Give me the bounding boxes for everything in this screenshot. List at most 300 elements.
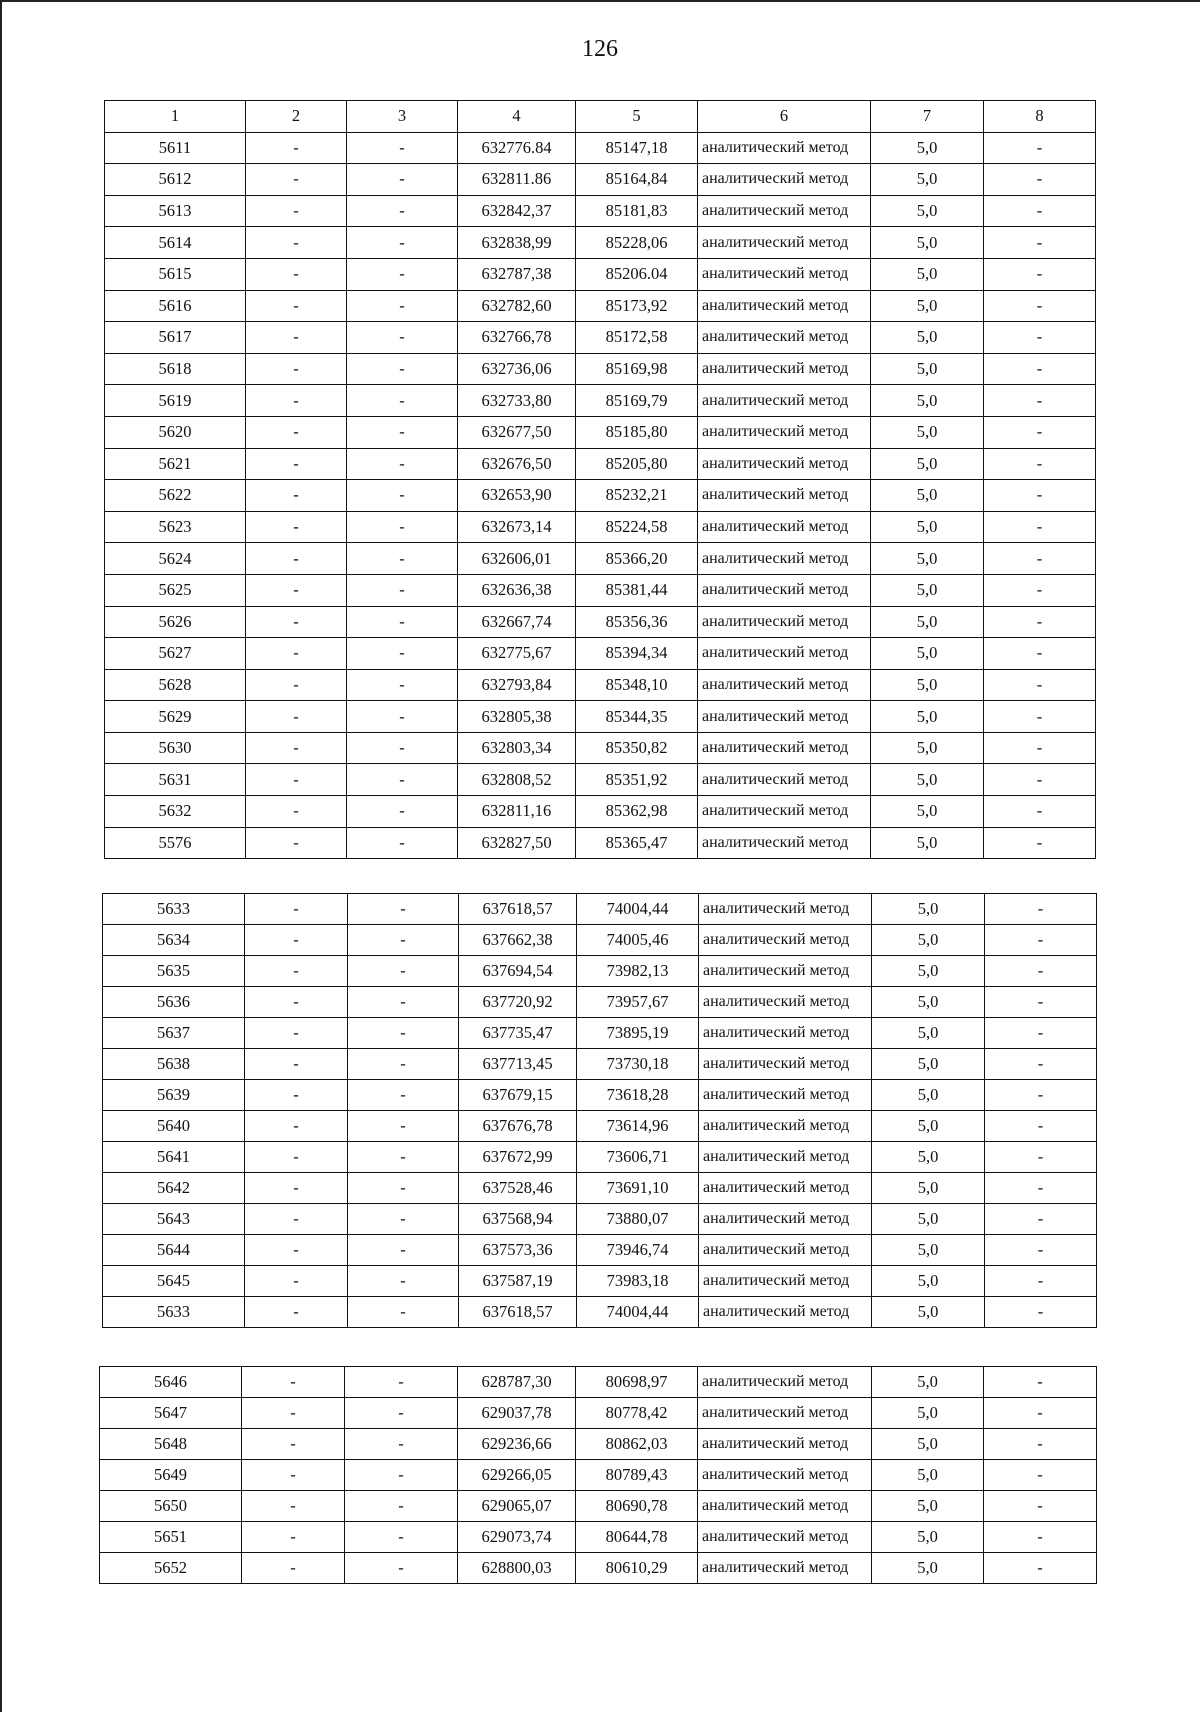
table-cell: -	[242, 1367, 345, 1398]
table-cell: аналитический метод	[698, 195, 871, 227]
table-cell: -	[347, 732, 458, 764]
table-cell: 632667,74	[458, 606, 576, 638]
table-cell: 85228,06	[576, 227, 698, 259]
table-cell: -	[985, 1266, 1097, 1297]
table-cell: 5619	[105, 385, 246, 417]
column-header: 7	[871, 101, 984, 133]
table-cell: 5,0	[872, 1398, 984, 1429]
table-cell: 5618	[105, 353, 246, 385]
table-row	[105, 669, 1096, 701]
table-cell: 632793,84	[458, 669, 576, 701]
table-cell: 5,0	[871, 574, 984, 606]
table-cell: 5625	[105, 574, 246, 606]
table-cell: 5,0	[871, 511, 984, 543]
table-cell: -	[984, 827, 1096, 859]
table-cell: -	[347, 638, 458, 670]
table-cell: -	[245, 987, 348, 1018]
table-cell: -	[246, 416, 347, 448]
table-cell: 73895,19	[577, 1018, 699, 1049]
table-cell: -	[245, 1049, 348, 1080]
table-cell: аналитический метод	[699, 1142, 872, 1173]
table-cell: 85344,35	[576, 701, 698, 733]
table-cell: аналитический метод	[698, 132, 871, 164]
table-cell: 73730,18	[577, 1049, 699, 1080]
table-cell: -	[246, 511, 347, 543]
table-cell: 73957,67	[577, 987, 699, 1018]
table-cell: -	[984, 732, 1096, 764]
table-cell: 5,0	[872, 1018, 985, 1049]
table-cell: 5,0	[872, 1111, 985, 1142]
table-cell: -	[245, 1142, 348, 1173]
table-cell: аналитический метод	[699, 1080, 872, 1111]
table-cell: 637679,15	[459, 1080, 577, 1111]
table-cell: 628800,03	[458, 1553, 576, 1584]
table-cell: аналитический метод	[698, 701, 871, 733]
table-cell: 85351,92	[576, 764, 698, 796]
table-cell: 629037,78	[458, 1398, 576, 1429]
table-cell: 637676,78	[459, 1111, 577, 1142]
table-cell: 73614,96	[577, 1111, 699, 1142]
table-cell: аналитический метод	[698, 258, 871, 290]
table-cell: 5630	[105, 732, 246, 764]
table-cell: -	[245, 1266, 348, 1297]
table-cell: -	[246, 574, 347, 606]
table-cell: аналитический метод	[698, 353, 871, 385]
table-cell: 5617	[105, 322, 246, 354]
table-cell: 5651	[100, 1522, 242, 1553]
table-cell: аналитический метод	[698, 1398, 872, 1429]
table-cell: 5,0	[872, 1460, 984, 1491]
table-cell: 74004,44	[577, 894, 699, 925]
table-cell: -	[348, 1111, 459, 1142]
table-cell: 629266,05	[458, 1460, 576, 1491]
table-cell: -	[985, 1049, 1097, 1080]
table-cell: -	[246, 448, 347, 480]
table-cell: -	[984, 416, 1096, 448]
table-cell: 632842,37	[458, 195, 576, 227]
table-cell: -	[985, 1018, 1097, 1049]
table-cell: -	[984, 480, 1096, 512]
table-cell: 5,0	[871, 638, 984, 670]
table-cell: -	[347, 764, 458, 796]
table-cell: 5,0	[871, 132, 984, 164]
table-cell: 73880,07	[577, 1204, 699, 1235]
table-row	[103, 894, 1097, 925]
table-cell: 80862,03	[576, 1429, 698, 1460]
coordinates-table-2	[102, 893, 1097, 1328]
table-cell: аналитический метод	[698, 322, 871, 354]
table-cell: -	[347, 448, 458, 480]
table-cell: 85173,92	[576, 290, 698, 322]
table-row	[105, 258, 1096, 290]
table-cell: 80644,78	[576, 1522, 698, 1553]
table-cell: -	[984, 1522, 1097, 1553]
table-cell: 5,0	[871, 227, 984, 259]
table-row	[105, 732, 1096, 764]
table-cell: -	[245, 1235, 348, 1266]
table-cell: аналитический метод	[698, 480, 871, 512]
table-cell: -	[246, 732, 347, 764]
table-cell: 5,0	[872, 1429, 984, 1460]
table-cell: -	[347, 669, 458, 701]
table-cell: аналитический метод	[699, 1204, 872, 1235]
table-cell: -	[245, 894, 348, 925]
table-cell: -	[347, 574, 458, 606]
table-cell: -	[984, 574, 1096, 606]
table-row	[105, 606, 1096, 638]
table-cell: -	[348, 894, 459, 925]
table-cell: 5,0	[872, 1142, 985, 1173]
scan-border-left	[0, 0, 2, 1712]
table-cell: 637662,38	[459, 925, 577, 956]
table-row	[105, 195, 1096, 227]
scan-border-top	[0, 0, 1200, 2]
table-row	[100, 1429, 1097, 1460]
table-cell: 85169,98	[576, 353, 698, 385]
table-cell: -	[347, 480, 458, 512]
table-cell: -	[347, 290, 458, 322]
table-cell: -	[246, 701, 347, 733]
table-cell: -	[985, 1204, 1097, 1235]
column-header: 2	[246, 101, 347, 133]
table-cell: 637618,57	[459, 1297, 577, 1328]
table-cell: 85147,18	[576, 132, 698, 164]
column-header: 5	[576, 101, 698, 133]
table-cell: 5621	[105, 448, 246, 480]
table-cell: аналитический метод	[699, 1049, 872, 1080]
table-row	[105, 416, 1096, 448]
table-cell: 85205,80	[576, 448, 698, 480]
table-row	[103, 1235, 1097, 1266]
table-cell: 632676,50	[458, 448, 576, 480]
table-row	[105, 543, 1096, 575]
table-cell: -	[985, 987, 1097, 1018]
column-header: 8	[984, 101, 1096, 133]
table-cell: 5,0	[872, 1204, 985, 1235]
table-cell: аналитический метод	[698, 1460, 872, 1491]
table-cell: 632803,34	[458, 732, 576, 764]
table-cell: -	[345, 1429, 458, 1460]
table-row	[105, 322, 1096, 354]
table-row	[103, 1080, 1097, 1111]
table-cell: 73691,10	[577, 1173, 699, 1204]
table-cell: 85181,83	[576, 195, 698, 227]
table-cell: -	[984, 1553, 1097, 1584]
table-cell: 5,0	[872, 956, 985, 987]
column-header: 4	[458, 101, 576, 133]
table-cell: 5,0	[871, 448, 984, 480]
table-cell: 5634	[103, 925, 245, 956]
table-cell: 632673,14	[458, 511, 576, 543]
table-cell: 5576	[105, 827, 246, 859]
table-cell: -	[345, 1367, 458, 1398]
table-cell: 5624	[105, 543, 246, 575]
table-cell: 5,0	[871, 385, 984, 417]
table-cell: -	[985, 1142, 1097, 1173]
table-cell: 5636	[103, 987, 245, 1018]
table-cell: 5611	[105, 132, 246, 164]
table-cell: -	[348, 956, 459, 987]
table-cell: 632782,60	[458, 290, 576, 322]
table-cell: -	[345, 1398, 458, 1429]
table-cell: -	[984, 227, 1096, 259]
table-cell: -	[348, 1173, 459, 1204]
table-cell: аналитический метод	[698, 764, 871, 796]
table-cell: 632733,80	[458, 385, 576, 417]
table-cell: 5,0	[871, 416, 984, 448]
table-cell: -	[246, 796, 347, 828]
table-cell: -	[347, 195, 458, 227]
table-cell: 85366,20	[576, 543, 698, 575]
table-row	[103, 1173, 1097, 1204]
table-cell: -	[985, 925, 1097, 956]
table-row	[100, 1553, 1097, 1584]
table-row	[105, 796, 1096, 828]
table-cell: аналитический метод	[699, 987, 872, 1018]
table-cell: 80610,29	[576, 1553, 698, 1584]
table-cell: 5,0	[872, 925, 985, 956]
table-cell: 74004,44	[577, 1297, 699, 1328]
table-cell: -	[245, 1297, 348, 1328]
table-cell: 5612	[105, 164, 246, 196]
table-cell: -	[246, 543, 347, 575]
table-cell: 5627	[105, 638, 246, 670]
table-cell: аналитический метод	[698, 1522, 872, 1553]
table-cell: -	[246, 258, 347, 290]
table-cell: 5647	[100, 1398, 242, 1429]
table-cell: 5628	[105, 669, 246, 701]
table-cell: аналитический метод	[699, 1018, 872, 1049]
table-cell: аналитический метод	[698, 1367, 872, 1398]
table-cell: аналитический метод	[698, 606, 871, 638]
table-cell: 637618,57	[459, 894, 577, 925]
table-cell: 73946,74	[577, 1235, 699, 1266]
table-row	[103, 1018, 1097, 1049]
table-cell: -	[348, 1018, 459, 1049]
table-cell: -	[345, 1522, 458, 1553]
table-row	[105, 448, 1096, 480]
table-cell: 628787,30	[458, 1367, 576, 1398]
table-cell: 632636,38	[458, 574, 576, 606]
table-cell: 5,0	[872, 1522, 984, 1553]
table-cell: 85394,34	[576, 638, 698, 670]
table-row	[103, 1266, 1097, 1297]
table-cell: -	[347, 322, 458, 354]
table-row	[103, 1142, 1097, 1173]
table-cell: 5,0	[872, 1367, 984, 1398]
table-cell: аналитический метод	[698, 543, 871, 575]
table-cell: 5,0	[871, 827, 984, 859]
table-row	[103, 1049, 1097, 1080]
table-cell: -	[242, 1522, 345, 1553]
table-cell: -	[348, 1297, 459, 1328]
table-cell: -	[985, 956, 1097, 987]
table-row	[103, 1297, 1097, 1328]
table-cell: 632736,06	[458, 353, 576, 385]
table-cell: 74005,46	[577, 925, 699, 956]
table-cell: 632776.84	[458, 132, 576, 164]
table-cell: 5652	[100, 1553, 242, 1584]
table-cell: 637568,94	[459, 1204, 577, 1235]
table-cell: 85350,82	[576, 732, 698, 764]
table-cell: 629073,74	[458, 1522, 576, 1553]
table-row	[105, 701, 1096, 733]
table-row	[100, 1491, 1097, 1522]
table-row	[103, 925, 1097, 956]
table-cell: аналитический метод	[698, 290, 871, 322]
table-row	[105, 290, 1096, 322]
page-number: 126	[582, 36, 618, 62]
table-cell: 5,0	[872, 1297, 985, 1328]
table-cell: -	[984, 701, 1096, 733]
table-cell: -	[345, 1553, 458, 1584]
table-cell: аналитический метод	[699, 1266, 872, 1297]
table-cell: 637720,92	[459, 987, 577, 1018]
table-cell: 632787,38	[458, 258, 576, 290]
table-cell: 85206.04	[576, 258, 698, 290]
table-cell: 85381,44	[576, 574, 698, 606]
table-cell: -	[245, 1204, 348, 1235]
table-cell: 637528,46	[459, 1173, 577, 1204]
table-cell: аналитический метод	[698, 574, 871, 606]
table-cell: 5622	[105, 480, 246, 512]
table-cell: 85348,10	[576, 669, 698, 701]
table-cell: 5648	[100, 1429, 242, 1460]
table-cell: -	[984, 669, 1096, 701]
table-row	[103, 1204, 1097, 1235]
table-cell: 5,0	[872, 1080, 985, 1111]
table-cell: -	[347, 227, 458, 259]
table-cell: -	[345, 1460, 458, 1491]
table-cell: 637735,47	[459, 1018, 577, 1049]
table-cell: 5,0	[871, 732, 984, 764]
table-cell: -	[985, 1235, 1097, 1266]
table-cell: -	[984, 290, 1096, 322]
table-cell: 5,0	[872, 1266, 985, 1297]
table-cell: 5613	[105, 195, 246, 227]
table-cell: 5650	[100, 1491, 242, 1522]
table-cell: -	[246, 606, 347, 638]
table-cell: -	[984, 353, 1096, 385]
table-row	[103, 956, 1097, 987]
table-cell: аналитический метод	[699, 956, 872, 987]
table-row	[105, 574, 1096, 606]
table-cell: 632677,50	[458, 416, 576, 448]
table-cell: -	[246, 227, 347, 259]
table-row	[100, 1522, 1097, 1553]
table-cell: аналитический метод	[698, 164, 871, 196]
table-cell: 5631	[105, 764, 246, 796]
table-cell: -	[245, 925, 348, 956]
table-cell: 5642	[103, 1173, 245, 1204]
table-row	[105, 511, 1096, 543]
table-cell: 73606,71	[577, 1142, 699, 1173]
table-cell: -	[347, 353, 458, 385]
table-cell: -	[347, 258, 458, 290]
table-cell: 5615	[105, 258, 246, 290]
table-cell: аналитический метод	[699, 925, 872, 956]
table-cell: -	[984, 1460, 1097, 1491]
table-cell: 5,0	[871, 764, 984, 796]
table-row	[105, 164, 1096, 196]
table-row	[105, 638, 1096, 670]
table-cell: -	[347, 827, 458, 859]
table-row	[105, 132, 1096, 164]
table-cell: аналитический метод	[698, 1429, 872, 1460]
table-cell: -	[347, 511, 458, 543]
table-cell: 5,0	[871, 606, 984, 638]
table-cell: аналитический метод	[699, 1235, 872, 1266]
column-header: 3	[347, 101, 458, 133]
table-cell: -	[984, 511, 1096, 543]
table-cell: -	[347, 164, 458, 196]
table-cell: -	[984, 448, 1096, 480]
table-cell: 5640	[103, 1111, 245, 1142]
table-cell: -	[984, 195, 1096, 227]
table-cell: -	[348, 1204, 459, 1235]
table-row	[105, 827, 1096, 859]
table-row	[100, 1460, 1097, 1491]
table-row	[100, 1367, 1097, 1398]
table-cell: 5,0	[872, 987, 985, 1018]
table-cell: 632838,99	[458, 227, 576, 259]
table-cell: 73982,13	[577, 956, 699, 987]
table-cell: -	[985, 1297, 1097, 1328]
coordinates-table-1	[104, 100, 1096, 859]
table-cell: 5,0	[872, 1173, 985, 1204]
table-cell: 85172,58	[576, 322, 698, 354]
table-cell: 5635	[103, 956, 245, 987]
table-cell: -	[347, 543, 458, 575]
table-cell: аналитический метод	[698, 732, 871, 764]
table-cell: -	[245, 1111, 348, 1142]
table-cell: 5626	[105, 606, 246, 638]
table-cell: 632606,01	[458, 543, 576, 575]
table-cell: 637573,36	[459, 1235, 577, 1266]
table-cell: аналитический метод	[699, 1111, 872, 1142]
table-cell: -	[246, 164, 347, 196]
table-cell: 632766,78	[458, 322, 576, 354]
header-row	[105, 101, 1096, 133]
table-cell: 5,0	[871, 669, 984, 701]
table-cell: 632805,38	[458, 701, 576, 733]
table-cell: -	[246, 132, 347, 164]
table-cell: аналитический метод	[698, 1491, 872, 1522]
table-cell: 5616	[105, 290, 246, 322]
table-cell: -	[246, 385, 347, 417]
table-cell: -	[984, 543, 1096, 575]
table-cell: 5633	[103, 1297, 245, 1328]
table-cell: 73618,28	[577, 1080, 699, 1111]
table-cell: 5638	[103, 1049, 245, 1080]
table-row	[105, 764, 1096, 796]
table-cell: 629236,66	[458, 1429, 576, 1460]
table-cell: -	[245, 1080, 348, 1111]
table-cell: 5639	[103, 1080, 245, 1111]
table-cell: 632811,16	[458, 796, 576, 828]
table-cell: -	[985, 1111, 1097, 1142]
table-row	[105, 353, 1096, 385]
table-cell: -	[242, 1429, 345, 1460]
table-cell: 5646	[100, 1367, 242, 1398]
table-cell: 80789,43	[576, 1460, 698, 1491]
table-cell: аналитический метод	[698, 638, 871, 670]
table-cell: 5645	[103, 1266, 245, 1297]
table-cell: 637694,54	[459, 956, 577, 987]
table-cell: 5,0	[871, 322, 984, 354]
table-cell: 85365,47	[576, 827, 698, 859]
table-cell: -	[348, 1049, 459, 1080]
